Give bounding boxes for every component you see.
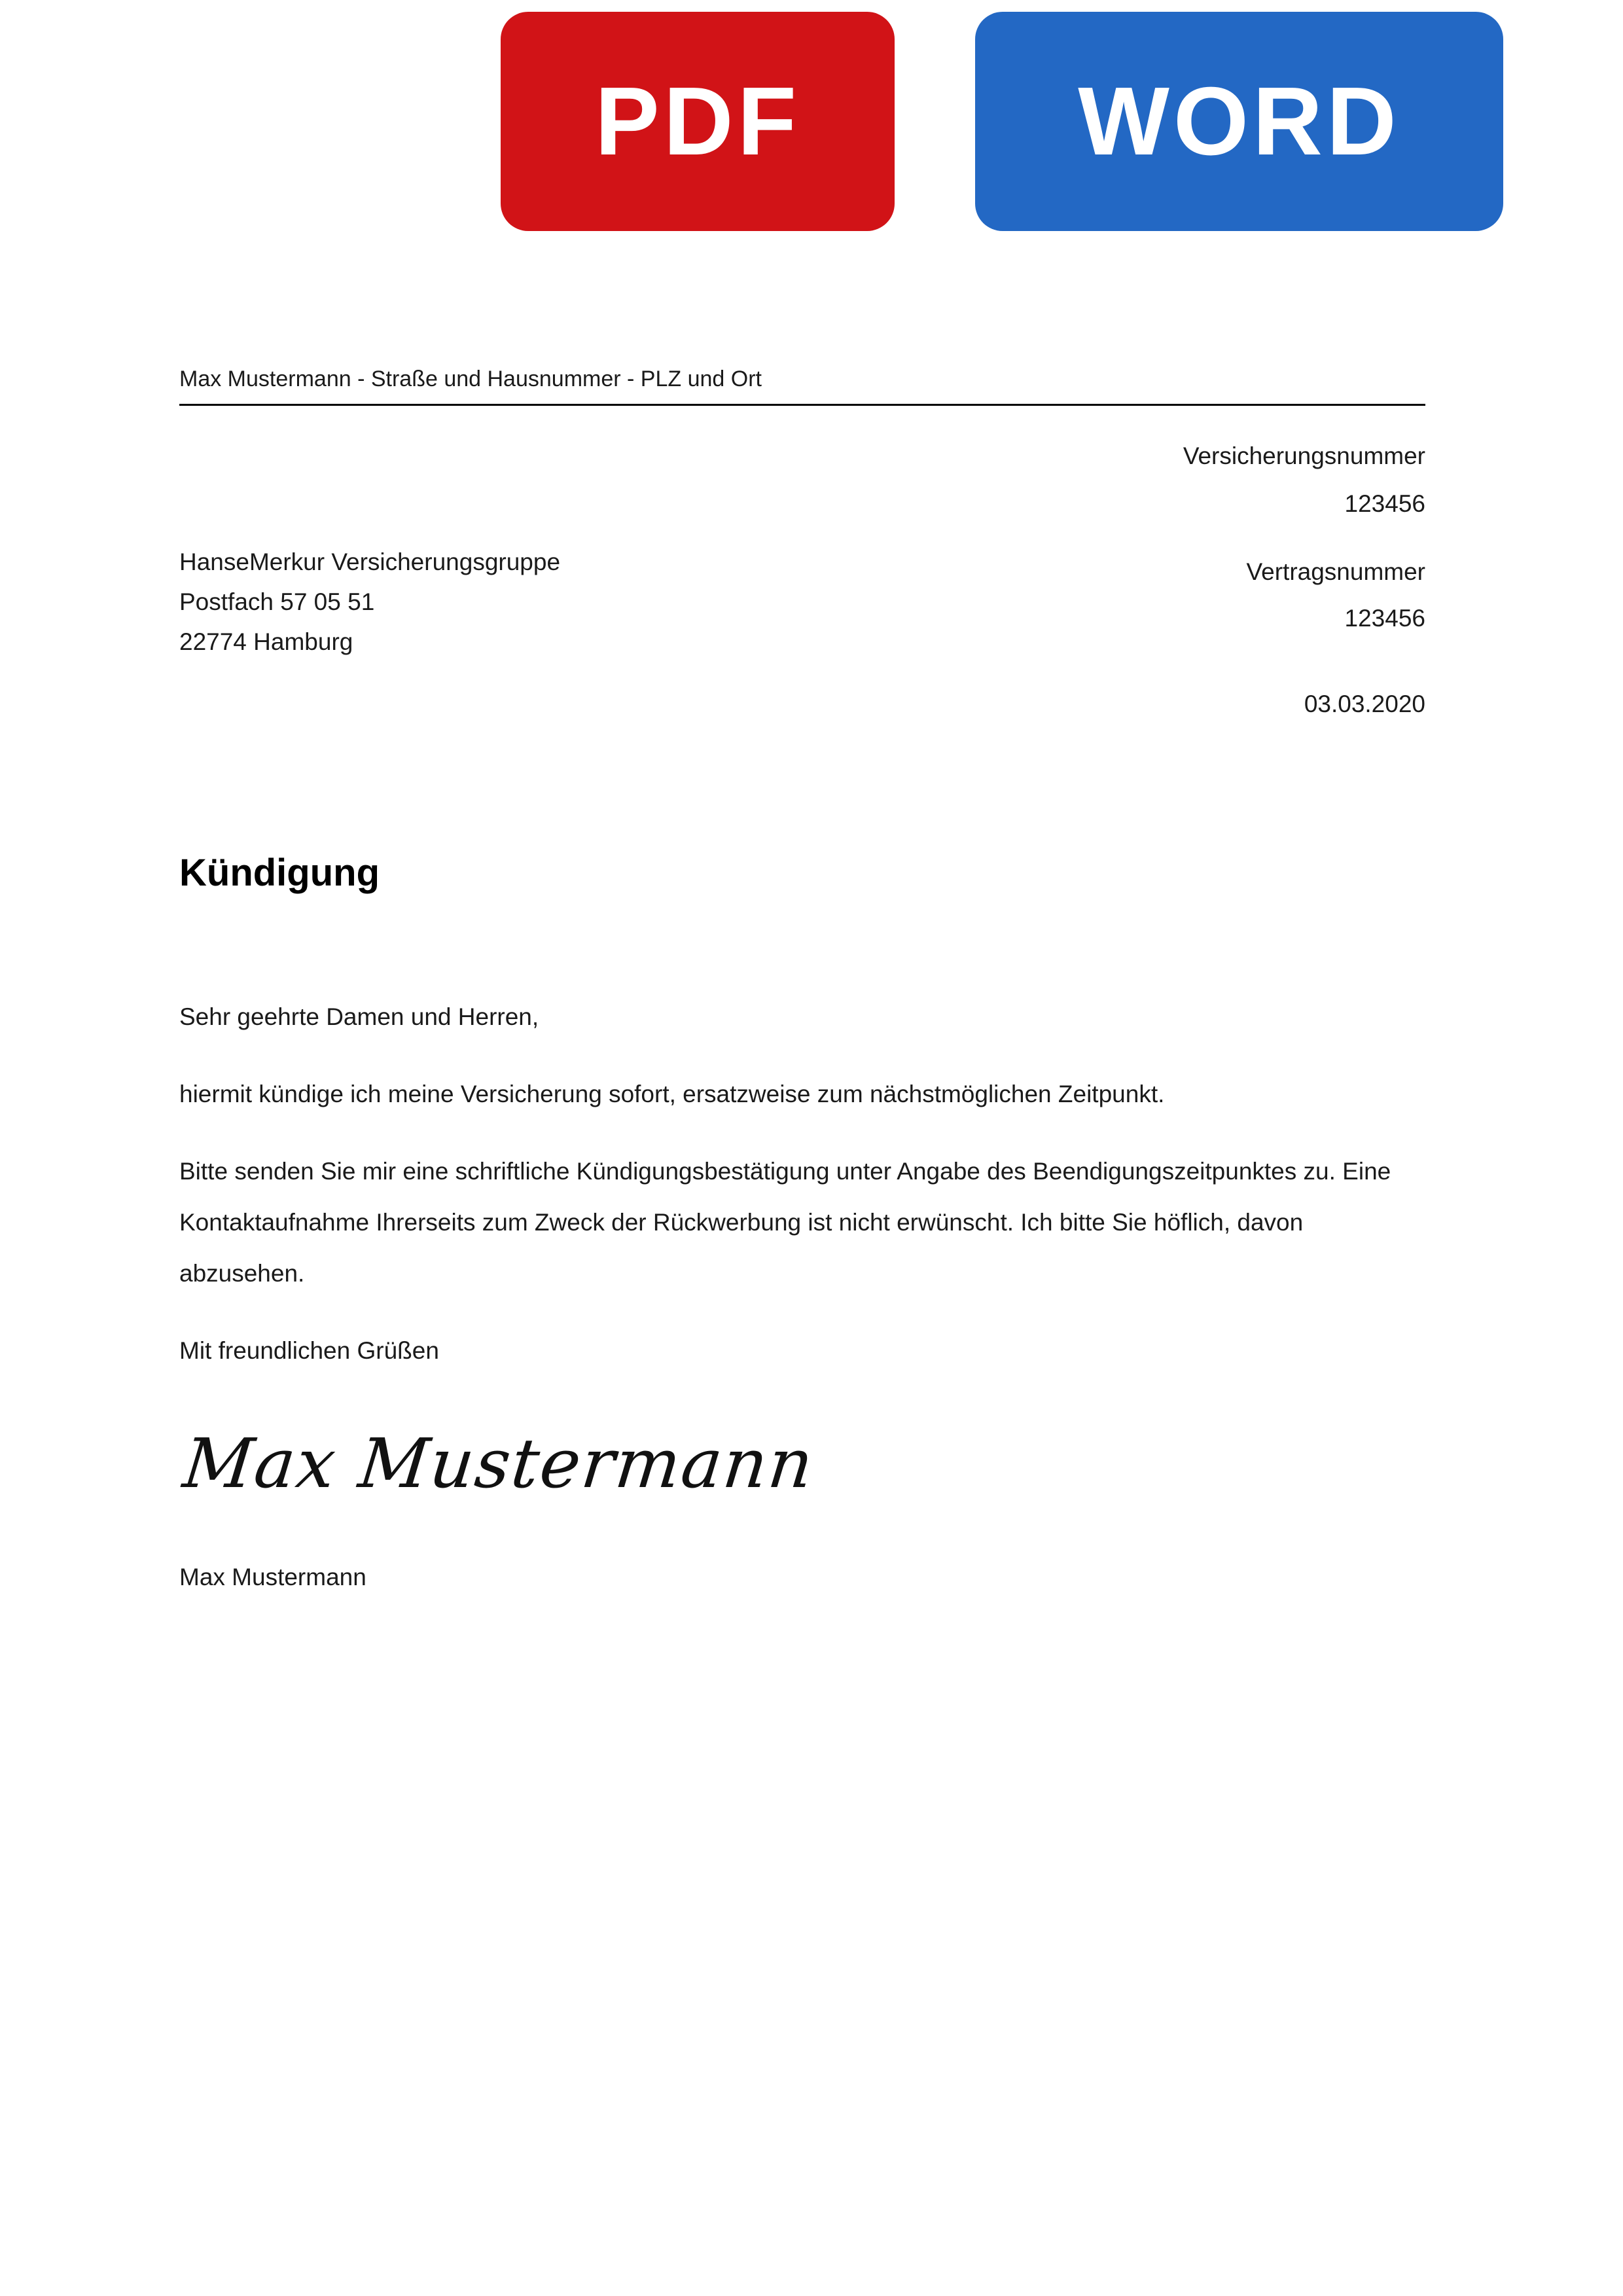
contract-number-label: Vertragsnummer	[1246, 558, 1425, 585]
sender-address-line: Max Mustermann - Straße und Hausnummer - PLZ und Ort	[179, 367, 1425, 406]
closing-phrase: Mit freundlichen Grüßen	[179, 1337, 439, 1364]
signer-printed-name: Max Mustermann	[179, 1564, 366, 1590]
insurance-number-block	[1183, 432, 1425, 528]
download-buttons	[501, 12, 1503, 231]
insurance-number-value: 123456	[1344, 490, 1425, 517]
insurance-number-label: Versicherungsnummer	[1183, 442, 1425, 469]
letter-date: 03.03.2020	[1304, 691, 1425, 717]
salutation: Sehr geehrte Damen und Herren,	[179, 1003, 539, 1030]
contract-number-value: 123456	[1344, 605, 1425, 632]
handwritten-signature: Max Mustermann	[179, 1424, 818, 1503]
letter-body	[179, 992, 1425, 1591]
recipient-address-block	[179, 542, 560, 662]
letter-subject: Kündigung	[179, 852, 380, 894]
word-download-label: WORD	[1078, 67, 1400, 175]
recipient-street: Postfach 57 05 51	[179, 588, 375, 615]
contract-number-block	[1247, 548, 1426, 641]
word-download-button[interactable]	[975, 12, 1503, 231]
recipient-name: HanseMerkur Versicherungsgruppe	[179, 548, 561, 575]
recipient-city: 22774 Hamburg	[179, 628, 353, 655]
body-paragraph-2: Bitte senden Sie mir eine schriftliche Kündigungsbestätigung unter Angabe des Beendigungszeitpunktes zu. Eine Kontaktaufnahme Ihrerseits zum Zweck der Rückwerbung ist nicht erwünscht. Ich bitte Sie höflich, davon abzusehen.	[179, 1158, 1391, 1287]
pdf-download-button[interactable]	[501, 12, 895, 231]
pdf-download-label: PDF	[595, 67, 800, 175]
body-paragraph-1: hiermit kündige ich meine Versicherung sofort, ersatzweise zum nächstmöglichen Zeitpunkt.	[179, 1081, 1165, 1107]
